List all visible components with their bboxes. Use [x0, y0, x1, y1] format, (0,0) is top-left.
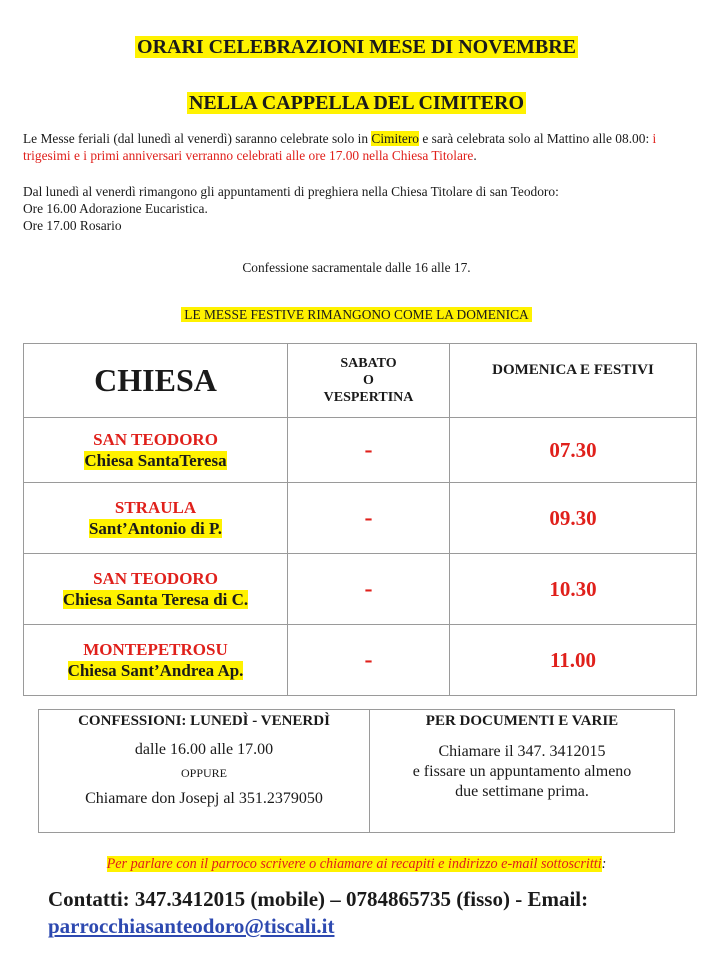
sabato-cell: [288, 625, 450, 696]
festive-notice-text: LE MESSE FESTIVE RIMANGONO COME LA DOMENICA: [181, 307, 531, 322]
sabato-time: -: [364, 504, 373, 531]
sabato-time: -: [364, 575, 373, 602]
domenica-time: 09.30: [549, 505, 597, 530]
table-row: [24, 554, 697, 625]
place-name: SAN TEODORO: [93, 429, 218, 449]
sabato-time: -: [364, 646, 373, 673]
schedule-table: [23, 343, 697, 696]
intro-text-2: e sarà celebrata solo al Mattino alle 08.00:: [419, 131, 653, 146]
contacts-line: Contatti: 347.3412015 (mobile) – 0784865735 (fisso) - Email:: [48, 887, 589, 911]
page-title-text: ORARI CELEBRAZIONI MESE DI NOVEMBRE: [137, 36, 576, 58]
church-name: Sant’Antonio di P.: [88, 518, 223, 538]
table-row: [24, 625, 697, 696]
page-subtitle-text: NELLA CAPPELLA DEL CIMITERO: [188, 92, 525, 114]
domenica-time: 11.00: [549, 647, 597, 672]
table-row: [24, 483, 697, 554]
domenica-time: 10.30: [549, 576, 597, 601]
domenica-cell: [450, 554, 697, 625]
prayer-line-1: Dal lunedì al venerdì rimangono gli appuntamenti di preghiera nella Chiesa Titolare di san Teodoro:: [23, 184, 559, 199]
confessions-phone: Chiamare don Josepj al 351.2379050: [85, 790, 323, 807]
church-cell: [24, 483, 288, 554]
confessions-hours: dalle 16.00 alle 17.00: [134, 741, 274, 758]
domenica-cell: [450, 483, 697, 554]
place-name: STRAULA: [114, 497, 197, 517]
table-row: [24, 418, 697, 483]
parroco-note-end: :: [601, 856, 607, 872]
prayer-paragraph: [23, 183, 703, 234]
church-cell: [24, 554, 288, 625]
domenica-cell: [450, 625, 697, 696]
confessions-oppure: OPPURE: [180, 766, 227, 780]
parroco-note: [0, 856, 713, 873]
info-table: [38, 709, 675, 833]
confessions-box: [39, 710, 370, 833]
confessions-heading: CONFESSIONI: LUNEDÌ - VENERDÌ: [78, 713, 330, 729]
documents-line-1: Chiamare il 347. 3412015: [438, 743, 606, 760]
domenica-cell: [450, 418, 697, 483]
header-sabato-line1: SABATO: [340, 356, 397, 371]
church-cell: [24, 418, 288, 483]
page-subtitle: [0, 92, 713, 115]
sabato-cell: [288, 554, 450, 625]
header-chiesa: [24, 344, 288, 418]
church-name: Chiesa Santa Teresa di C.: [62, 589, 249, 609]
intro-text-end: .: [473, 148, 477, 163]
header-sabato-line2: O: [363, 373, 374, 388]
header-domenica: [450, 344, 697, 418]
sabato-cell: [288, 418, 450, 483]
header-chiesa-label: CHIESA: [94, 362, 217, 398]
documents-box: [370, 710, 675, 833]
confession-line: Confessione sacramentale dalle 16 alle 17.: [242, 260, 471, 275]
church-name: Chiesa SantaTeresa: [84, 450, 227, 470]
trigesimi-note: i trigesimi e i primi anniversari verranno celebrati alle ore 17.00 nella Chiesa Titolare: [23, 131, 657, 163]
place-name: MONTEPETROSU: [83, 639, 228, 659]
documents-heading: PER DOCUMENTI E VARIE: [425, 713, 619, 729]
header-sabato-line3: VESPERTINA: [323, 390, 414, 405]
page-title: [0, 36, 713, 59]
header-sabato: [288, 344, 450, 418]
sabato-cell: [288, 483, 450, 554]
church-name: Chiesa Sant’Andrea Ap.: [67, 660, 244, 680]
documents-line-2: e fissare un appuntamento almeno: [412, 763, 632, 780]
intro-paragraph: [23, 130, 703, 164]
header-domenica-label: DOMENICA E FESTIVI: [492, 362, 654, 378]
schedule-header-row: [24, 344, 697, 418]
parroco-note-text: Per parlare con il parroco scrivere o chiamare ai recapiti e indirizzo e-mail sottoscritti: [106, 856, 602, 872]
cimitero-highlight: Cimitero: [371, 131, 419, 146]
church-cell: [24, 625, 288, 696]
prayer-line-3: Ore 17.00 Rosario: [23, 218, 122, 233]
intro-text-1: Le Messe feriali (dal lunedì al venerdì) saranno celebrate solo in: [23, 131, 372, 146]
prayer-line-2: Ore 16.00 Adorazione Eucaristica.: [23, 201, 208, 216]
email-link[interactable]: parrocchiasanteodoro@tiscali.it: [48, 914, 335, 938]
festive-notice: [0, 307, 713, 323]
sabato-time: -: [364, 436, 373, 463]
domenica-time: 07.30: [549, 437, 597, 462]
documents-line-3: due settimane prima.: [455, 783, 589, 800]
place-name: SAN TEODORO: [93, 568, 218, 588]
